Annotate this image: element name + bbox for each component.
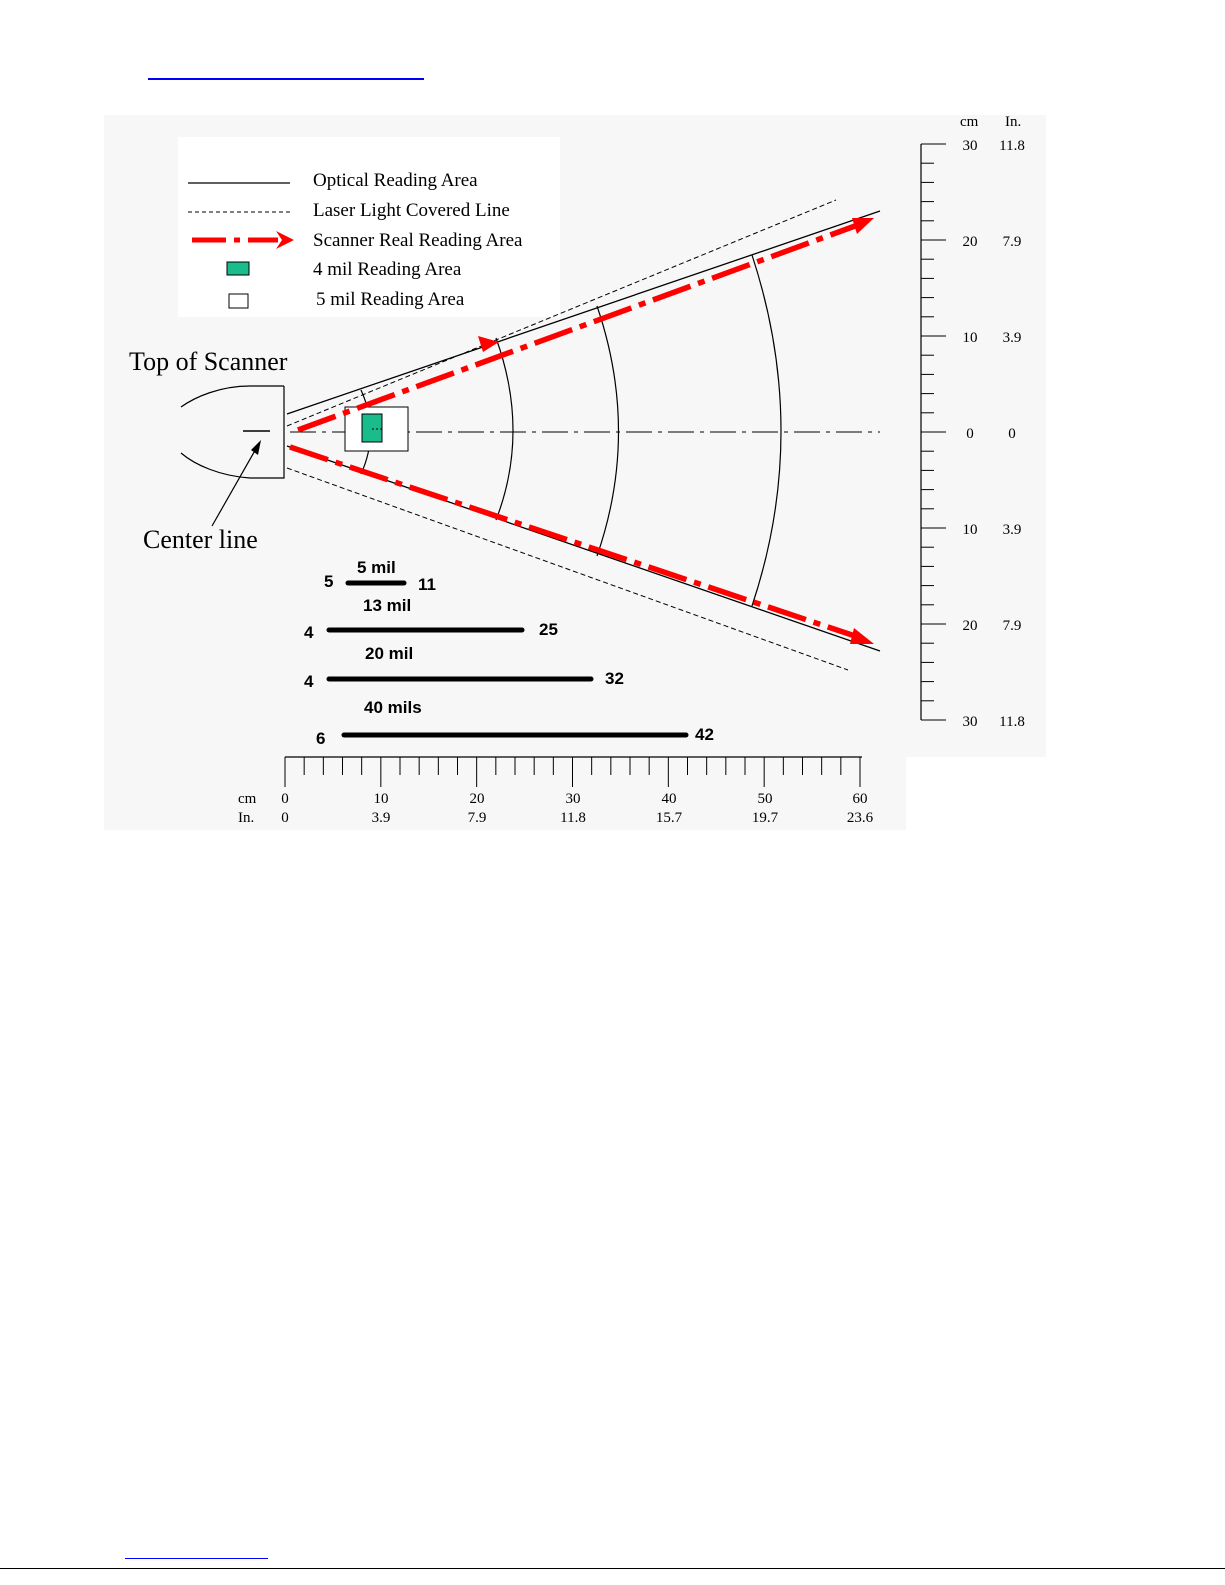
bottom-cm-0: 0 xyxy=(281,791,289,807)
bar-name-5-mil: 5 mil xyxy=(357,558,396,577)
legend-4mil-box-icon xyxy=(227,262,249,275)
bar-min-5-mil: 5 xyxy=(324,572,334,591)
bottom-in-15-7: 15.7 xyxy=(655,810,683,826)
bottom-in-23-6: 23.6 xyxy=(846,810,874,826)
legend-label-3: 4 mil Reading Area xyxy=(313,259,462,280)
right-cm-20-top: 20 xyxy=(962,234,978,250)
right-unit-cm: cm xyxy=(960,114,979,130)
bar-max-40-mils: 42 xyxy=(695,725,714,744)
right-in-3-9-top: 3.9 xyxy=(1002,330,1022,346)
right-cm-0: 0 xyxy=(966,426,974,442)
bottom-cm-30: 30 xyxy=(565,791,581,807)
right-scale-background xyxy=(906,115,1046,757)
right-in-11-8-bottom: 11.8 xyxy=(999,714,1025,730)
bottom-unit-in: In. xyxy=(238,810,255,826)
right-cm-20-bottom: 20 xyxy=(962,618,978,634)
right-unit-in: In. xyxy=(1005,114,1022,130)
bar-max-5-mil: 11 xyxy=(418,575,436,594)
right-in-0: 0 xyxy=(1008,426,1016,442)
bar-name-13-mil: 13 mil xyxy=(363,596,412,615)
bar-name-20-mil: 20 mil xyxy=(365,644,414,663)
right-cm-10-top: 10 xyxy=(962,330,978,346)
page-bottom-border xyxy=(0,1568,1225,1569)
legend-5mil-box-icon xyxy=(229,294,248,308)
bottom-in-7-9: 7.9 xyxy=(467,810,487,826)
bottom-unit-cm: cm xyxy=(238,791,257,807)
top-of-scanner-label: Top of Scanner xyxy=(129,347,288,376)
footer-link-underline xyxy=(125,1558,268,1559)
legend-label-2: Scanner Real Reading Area xyxy=(313,230,523,251)
bottom-cm-50: 50 xyxy=(757,791,773,807)
bottom-in-3-9: 3.9 xyxy=(371,810,391,826)
bar-max-20-mil: 32 xyxy=(605,669,624,688)
right-cm-30-top: 30 xyxy=(962,138,978,154)
bottom-in-0: 0 xyxy=(281,810,289,826)
center-line-label: Center line xyxy=(143,525,258,554)
bottom-in-11-8: 11.8 xyxy=(560,810,586,826)
legend-label-0: Optical Reading Area xyxy=(313,170,478,191)
bottom-cm-20: 20 xyxy=(469,791,485,807)
right-in-7-9-bottom: 7.9 xyxy=(1002,618,1022,634)
bottom-cm-10: 10 xyxy=(373,791,389,807)
bar-min-20-mil: 4 xyxy=(304,672,314,691)
right-in-3-9-bottom: 3.9 xyxy=(1002,522,1022,538)
bottom-cm-60: 60 xyxy=(852,791,868,807)
right-in-7-9-top: 7.9 xyxy=(1002,234,1022,250)
legend-label-4: 5 mil Reading Area xyxy=(316,289,465,310)
legend-label-1: Laser Light Covered Line xyxy=(313,200,510,221)
bar-max-13-mil: 25 xyxy=(539,620,558,639)
bar-name-40-mils: 40 mils xyxy=(364,698,422,717)
right-in-11-8-top: 11.8 xyxy=(999,138,1025,154)
right-cm-30-bottom: 30 xyxy=(962,714,978,730)
right-cm-10-bottom: 10 xyxy=(962,522,978,538)
bar-min-40-mils: 6 xyxy=(316,729,326,748)
bar-min-13-mil: 4 xyxy=(304,623,314,642)
bottom-in-19-7: 19.7 xyxy=(751,810,779,826)
bottom-cm-40: 40 xyxy=(661,791,677,807)
four-mil-reading-box xyxy=(362,414,382,442)
